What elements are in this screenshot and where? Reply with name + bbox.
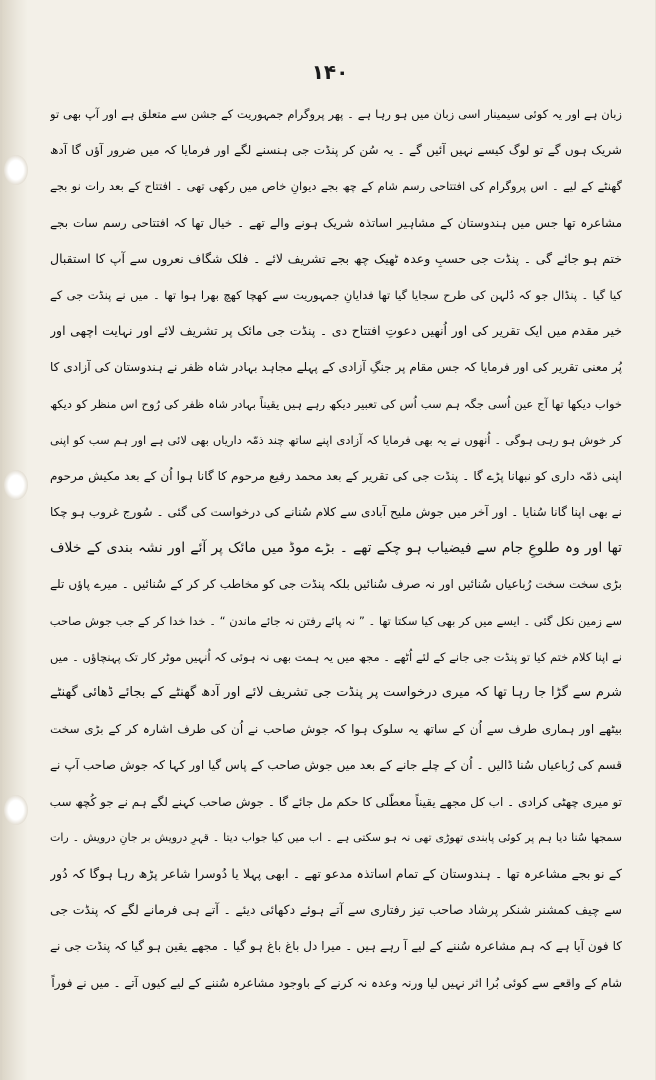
text-line: سمجھا سُنا دیا ہم پر کوئی پابندی تھوڑی تھی نہ ہو سکتی ہے ۔ اب میں کیا جواب دیتا ۔ قہرِ درویش بر جانِ درویش ۔ رات [50,830,622,844]
text-line: کر خوش ہو رہی ہوگی ۔ اُنھوں نے یہ بھی فرمایا کہ آزادی اپنے ساتھ چند ذمّہ داریاں بھی لائی ہے اور ہم سب کو اپنی [50,432,622,447]
text-line: کا فون آیا ہے کہ ہم مشاعرہ سُننے کے لیے آ رہے ہیں ۔ میرا دل باغ باغ ہو گیا ۔ مجھے یقین ہو گیا کہ پنڈت جی نے [50,939,622,954]
punch-hole [4,155,28,185]
text-line: بڑی سخت سخت رُباعیاں سُنائیں اور نہ صرف سُنائیں بلکہ پنڈت جی کو مخاطب کر کر کے سُنائیں ۔ میرے پاؤں تلے [50,577,622,592]
text-line: ختم ہو جائے گی ۔ پنڈت جی حسبِ وعدہ ٹھیک چھ بجے تشریف لائے ۔ فلک شگاف نعروں سے آپ کا استقبال [50,250,622,266]
page-number: ۱۴۰ [311,60,349,84]
text-line: نے بھی اپنا گانا سُنایا ۔ اور آخر میں جوش ملیح آبادی سے کلام سُنانے کی درخواست کی گئی ۔ سُورج غروب ہو چکا [50,505,622,520]
body-text [50,96,622,1001]
text-line: خواب دیکھا تھا آج عین اُسی جگہ ہم سب اُس کی تعبیر دیکھ رہے ہیں یقیناً بہادر شاہ ظفر کی رُوح اس منظر کو دیکھ [50,396,622,411]
text-line: تھا اور وہ طلوعِ جام سے فیضیاب ہو چکے تھے ۔ بڑے موڈ میں مائک پر آئے اور نشہ بندی کے خلاف [50,540,622,557]
text-line: قسم کی رُباعیاں سُنا ڈالیں ۔ اُن کے چلے جانے کے بعد میں جوش صاحب کے پاس گیا اور کہا کہ جوش صاحب آپ نے [50,758,622,773]
text-line: گھنٹے کے لیے ۔ اس پروگرام کی افتتاحی رسم شام کے چھ بجے دیوانِ خاص میں رکھی تھی ۔ افتتاح کے بعد رات نو بجے [50,179,622,194]
text-line: اپنی ذمّہ داری کو نبھانا پڑے گا ۔ پنڈت جی کی تقریر کے بعد محمد رفیع مرحوم کا گانا ہوا اُن کے بعد مکیش مرحوم [50,468,622,483]
text-line: تو میری چھٹی کرادی ۔ اب کل مجھے یقیناً معطّلی کا حکم مل جائے گا ۔ جوش صاحب کہنے لگے ہم نے جو کُچھ سب [50,794,622,809]
text-line: کیا گیا ۔ پنڈال جو کہ دُلہن کی طرح سجایا گیا تھا فدایانِ جمہوریت سے کھچا کھچ بھرا ہوا تھا ۔ میں نے پنڈت جی کے [50,287,622,302]
text-line: مشاعرہ تھا جس میں ہندوستان کے مشاہیر اساتذہ شریک ہونے والے تھے ۔ خیال تھا کہ افتتاحی رسم سات بجے [50,215,622,230]
text-line: شریک ہوں گے تو لوگ کیسے نہیں آئیں گے ۔ یہ سُن کر پنڈت جی ہنسنے لگے اور فرمایا کہ میں ضرور آؤں گا آدھ [50,143,622,158]
text-line: نے اپنا کلام ختم کیا تو پنڈت جی جانے کے لئے اُٹھے ۔ مجھ میں یہ ہمت بھی نہ ہوئی کہ اُنہیں موٹر کار تک پہنچاؤں ۔ میں [50,649,622,664]
text-line: شرم سے گڑا جا رہا تھا کہ میری درخواست پر پنڈت جی تشریف لائے اور آدھ گھنٹے کے بجائے ڈھائی گھنٹے [50,685,622,700]
text-line: خیر مقدم میں ایک تقریر کی اور اُنھیں دعوتِ افتتاح دی ۔ پنڈت جی مائک پر تشریف لائے اور نہایت اچھی اور [50,323,622,339]
text-line: پُر معنی تقریر کی اور فرمایا کہ جس مقام پر جنگِ آزادی کے پہلے مجاہد بہادر شاہ ظفر نے ہندوستان کی آزادی کا [50,360,622,375]
text-line: بیٹھے اور ہماری طرف سے اُن کے ساتھ یہ سلوک ہوا کہ جوش صاحب نے اُن کی طرف اشارہ کر کے بڑی سخت [50,722,622,737]
text-line: سے زمین نکل گئی ۔ ایسے میں کر بھی کیا سکتا تھا ۔ ” نہ پائے رفتن نہ جائے ماندن “ ۔ خدا خدا کر کے جب جوش صاحب [50,613,622,628]
text-line: کے نو بجے مشاعرہ تھا ۔ ہندوستان کے تمام اساتذہ مدعو تھے ۔ ابھی پہلا یا دُوسرا شاعر پڑھ رہا ہوگا کہ دُور [50,865,622,881]
punch-hole [4,795,28,825]
text-line: سے چیف کمشنر شنکر پرشاد صاحب تیز رفتاری سے آتے ہوئے دکھائی دیئے ۔ آتے ہی فرمانے لگے کہ پنڈت جی [50,902,622,918]
text-line: زبان ہے اور یہ کوئی سیمینار اسی زبان میں ہو رہا ہے ۔ پھر پروگرام جمہوریت کے جشن سے متعلق ہے اور آپ بھی تو [50,107,622,121]
punch-hole [4,470,28,500]
text-line: شام کے واقعے سے کوئی بُرا اثر نہیں لیا ورنہ وعدہ نہ کرنے کے باوجود مشاعرہ سُننے کے لیے کیوں آتے ۔ میں نے فوراً [51,975,622,990]
